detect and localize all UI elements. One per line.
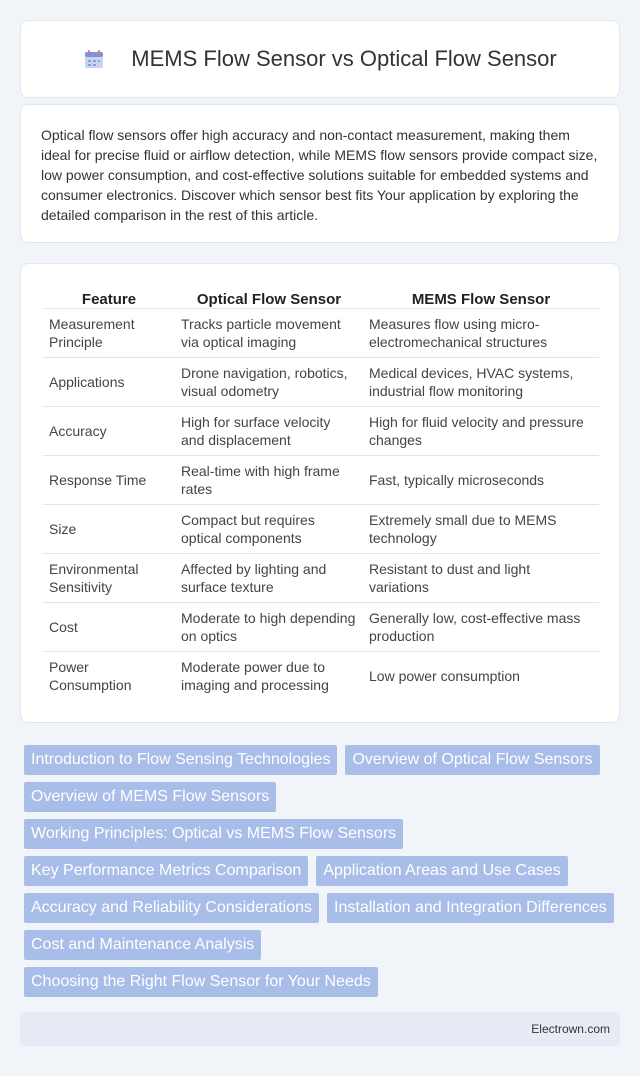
feature-cell: Response Time <box>43 455 175 504</box>
mems-cell: Fast, typically microseconds <box>363 455 599 504</box>
feature-cell: Environmental Sensitivity <box>43 553 175 602</box>
topic-link[interactable]: Working Principles: Optical vs MEMS Flow Sensors <box>24 819 403 849</box>
feature-cell: Power Consumption <box>43 651 175 700</box>
header-mems: MEMS Flow Sensor <box>411 290 551 308</box>
table-row <box>43 357 599 406</box>
intro-paragraph: Optical flow sensors offer high accuracy and non-contact measurement, making them ideal for precise fluid or airflow detection, while MEMS flow sensors provide compact size, low power consumption, and cost-effective solutions suitable for embedded systems and consumer electronics. Discover which sensor best fits Your application by exploring the detailed comparison in the rest of this article. <box>41 127 598 223</box>
table-row <box>43 602 599 651</box>
topic-link[interactable]: Introduction to Flow Sensing Technologies <box>24 745 337 775</box>
table-row <box>43 553 599 602</box>
related-links <box>20 745 620 1004</box>
feature-cell: Cost <box>43 602 175 651</box>
calendar-icon <box>83 48 105 70</box>
link-row <box>20 745 620 775</box>
footer <box>20 1012 620 1046</box>
feature-cell: Size <box>43 504 175 553</box>
title-card <box>20 20 620 98</box>
header-optical: Optical Flow Sensor <box>196 290 342 308</box>
table-header-row <box>43 284 599 308</box>
feature-cell: Accuracy <box>43 406 175 455</box>
mems-cell: Low power consumption <box>363 651 599 700</box>
topic-link[interactable]: Overview of MEMS Flow Sensors <box>24 782 276 812</box>
topic-link[interactable]: Accuracy and Reliability Considerations <box>24 893 319 923</box>
topic-link[interactable]: Key Performance Metrics Comparison <box>24 856 308 886</box>
header-feature: Feature <box>81 290 137 308</box>
link-row <box>20 893 620 923</box>
mems-cell: Measures flow using micro-electromechanical structures <box>363 308 599 357</box>
table-row <box>43 504 599 553</box>
link-row <box>20 782 620 812</box>
optical-cell: Moderate power due to imaging and processing <box>175 651 363 700</box>
topic-link[interactable]: Installation and Integration Differences <box>327 893 614 923</box>
optical-cell: Compact but requires optical components <box>175 504 363 553</box>
table-row <box>43 651 599 700</box>
comparison-table-card <box>20 263 620 723</box>
feature-cell: Applications <box>43 357 175 406</box>
footer-brand: Electrown.com <box>531 1022 610 1036</box>
comparison-table <box>43 284 599 700</box>
topic-link[interactable]: Overview of Optical Flow Sensors <box>345 745 599 775</box>
link-row <box>20 967 620 997</box>
mems-cell: Resistant to dust and light variations <box>363 553 599 602</box>
intro-card <box>20 104 620 243</box>
optical-cell: Drone navigation, robotics, visual odometry <box>175 357 363 406</box>
mems-cell: Generally low, cost-effective mass production <box>363 602 599 651</box>
optical-cell: Moderate to high depending on optics <box>175 602 363 651</box>
topic-link[interactable]: Cost and Maintenance Analysis <box>24 930 261 960</box>
optical-cell: Real-time with high frame rates <box>175 455 363 504</box>
link-row <box>20 819 620 849</box>
link-row <box>20 930 620 960</box>
mems-cell: Extremely small due to MEMS technology <box>363 504 599 553</box>
table-row <box>43 455 599 504</box>
optical-cell: Tracks particle movement via optical imaging <box>175 308 363 357</box>
topic-link[interactable]: Choosing the Right Flow Sensor for Your Needs <box>24 967 378 997</box>
mems-cell: Medical devices, HVAC systems, industrial flow monitoring <box>363 357 599 406</box>
table-row <box>43 406 599 455</box>
page-title: MEMS Flow Sensor vs Optical Flow Sensor <box>131 46 557 71</box>
optical-cell: High for surface velocity and displacement <box>175 406 363 455</box>
table-row <box>43 308 599 357</box>
topic-link[interactable]: Application Areas and Use Cases <box>316 856 567 886</box>
optical-cell: Affected by lighting and surface texture <box>175 553 363 602</box>
link-row <box>20 856 620 886</box>
mems-cell: High for fluid velocity and pressure changes <box>363 406 599 455</box>
feature-cell: Measurement Principle <box>43 308 175 357</box>
